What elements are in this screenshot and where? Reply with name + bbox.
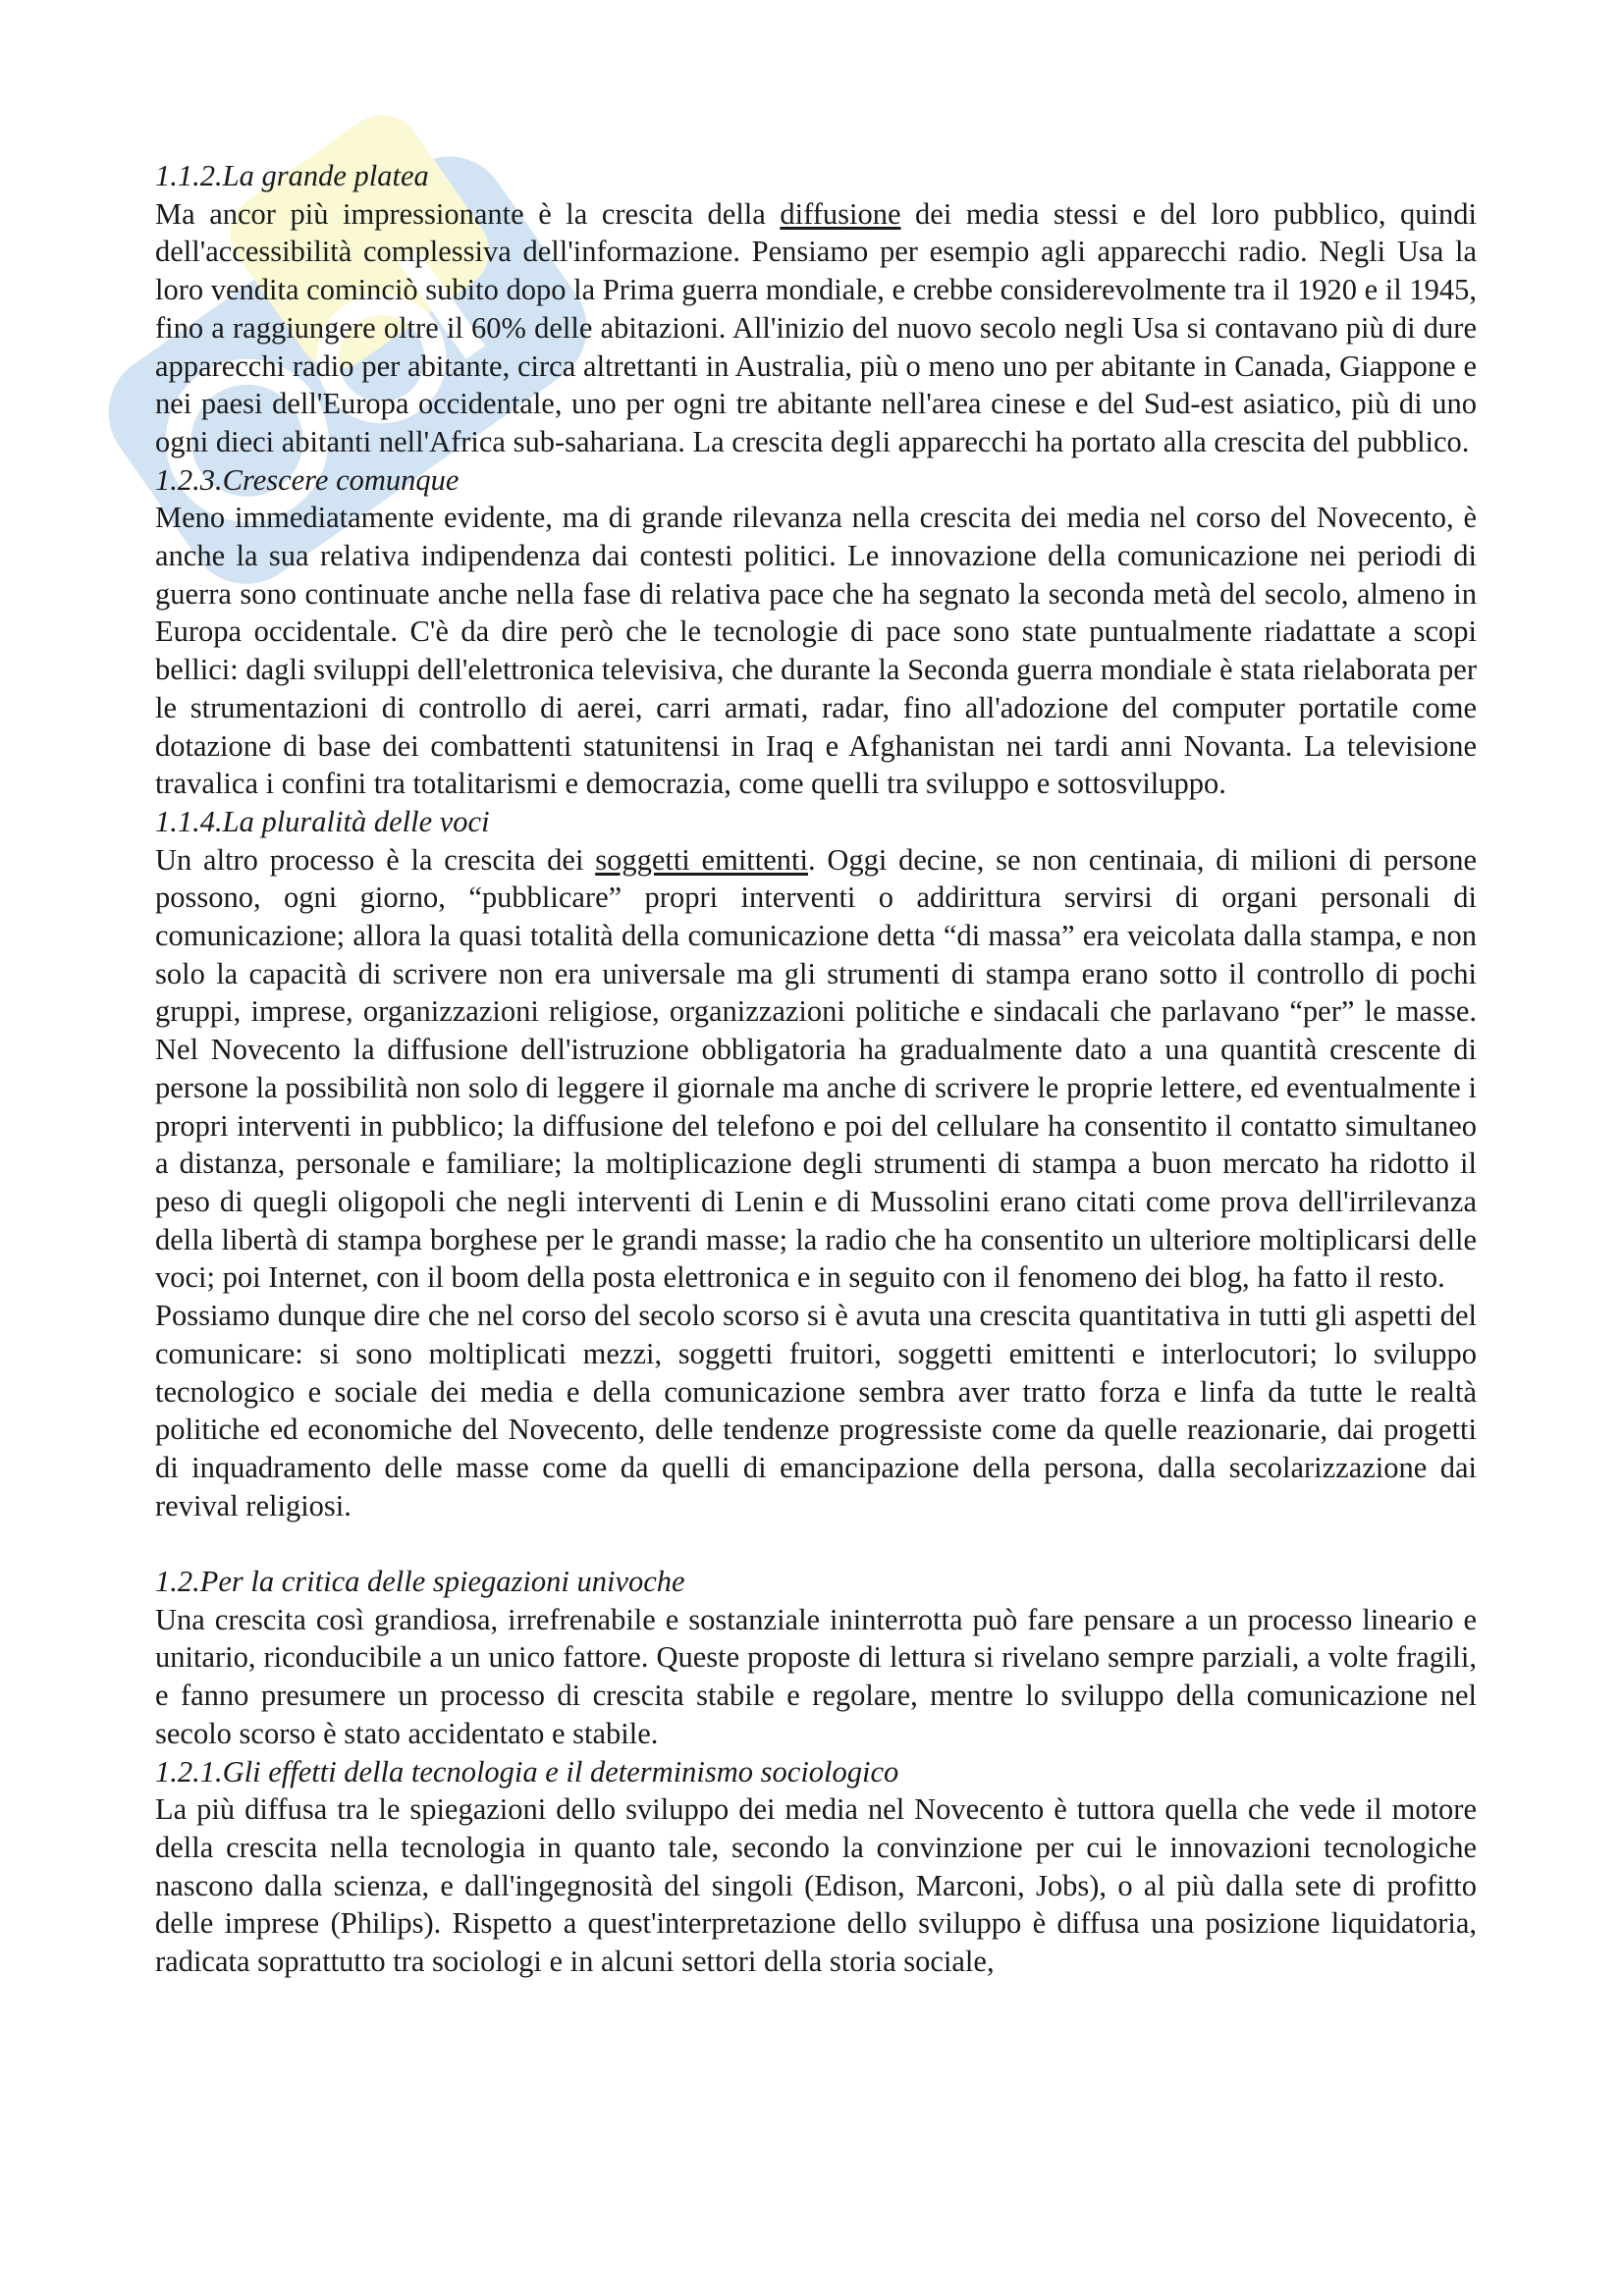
paragraph: Meno immediatamente evidente, ma di grande rilevanza nella crescita dei media nel corso del Novecento, è anche la sua relativa indipendenza dai contesti politici. Le innovazione della comunicazione nei periodi di guerra sono continuate anche nella fase di relativa pace che ha segnato la seconda metà del secolo, almeno in Europa occidentale. C'è da dire però che le tecnologie di pace sono state puntualmente riadattate a scopi bellici: dagli sviluppi dell'elettronica televisiva, che durante la Seconda guerra mondiale è stata rielaborata per le strumentazioni di controllo di aerei, carri armati, radar, fino all'adozione del computer portatile come dotazione di base dei combattenti statunitensi in Iraq e Afghanistan nei tardi anni Novanta. La televisione travalica i confini tra totalitarismi e democrazia, come quelli tra sviluppo e sottosviluppo. bbox=[155, 501, 1477, 801]
paragraph: Una crescita così grandiosa, irrefrenabile e sostanziale ininterrotta può fare pensare a un processo lineario e unitario, riconducibile a un unico fattore. Queste proposte di lettura si rivelano sempre parziali, a volte fragili, e fanno presumere un processo di crescita stabile e regolare, mentre lo sviluppo della comunicazione nel secolo scorso è stato accidentato e stabile. bbox=[155, 1602, 1477, 1750]
paragraph: La più diffusa tra le spiegazioni dello sviluppo dei media nel Novecento è tuttora quella che vede il motore della crescita nella tecnologia in quanto tale, secondo la convinzione per cui le innovazioni tecnologiche nascono dalla scienza, e dall'ingegnosità del singoli (Edison, Marconi, Jobs), o al più dalla sete di profitto delle imprese (Philips). Rispetto a quest'interpretazione dello sviluppo è diffusa una posizione liquidatoria, radicata soprattutto tra sociologi e in alcuni settori della storia sociale, bbox=[155, 1792, 1477, 1979]
section-heading: 1.1.2.La grande platea bbox=[155, 159, 429, 192]
document-body bbox=[155, 157, 1477, 1981]
section-heading: 1.1.4.La pluralità delle voci bbox=[155, 804, 490, 838]
paragraph: Ma ancor più impressionante è la crescita della diffusione dei media stessi e del loro pubblico, quindi dell'accessibilità complessiva dell'informazione. Pensiamo per esempio agli apparecchi radio. Negli Usa la loro vendita cominciò subito dopo la Prima guerra mondiale, e crebbe considerevolmente tra il 1920 e il 1945, fino a raggiungere oltre il 60% delle abitazioni. All'inizio del nuovo secolo negli Usa si contavano più di dure apparecchi radio per abitante, circa altrettanti in Australia, più o meno uno per abitante in Canada, Giappone e nei paesi dell'Europa occidentale, uno per ogni tre abitante nell'area cinese e del Sud-est asiatico, più di uno ogni dieci abitanti nell'Africa sub-sahariana. La crescita degli apparecchi ha portato alla crescita del pubblico. bbox=[155, 196, 1477, 458]
underlined-term: soggetti emittenti bbox=[595, 842, 808, 877]
paragraph-gap bbox=[155, 1524, 1477, 1563]
paragraph: Un altro processo è la crescita dei soggetti emittenti. Oggi decine, se non centinaia, di milioni di persone possono, ogni giorno, “pubblicare” propri interventi o addirittura servirsi di organi personali di comunicazione; allora la quasi totalità della comunicazione detta “di massa” era veicolata dalla stampa, e non solo la capacità di scrivere non era universale ma gli strumenti di stampa erano sotto il controllo di pochi gruppi, imprese, organizzazioni religiose, organizzazioni politiche e sindacali che parlavano “per” le masse. Nel Novecento la diffusione dell'istruzione obbligatoria ha gradualmente dato a una quantità crescente di persone la possibilità non solo di leggere il giornale ma anche di scrivere le proprie lettere, ed eventualmente i propri interventi in pubblico; la diffusione del telefono e poi del cellulare ha consentito il contatto simultaneo a distanza, personale e familiare; la moltiplicazione degli strumenti di stampa a buon mercato ha ridotto il peso di quegli oligopoli che negli interventi di Lenin e di Mussolini erano citati come prova dell'irrilevanza della libertà di stampa borghese per le grandi masse; la radio che ha consentito un ulteriore moltiplicarsi delle voci; poi Internet, con il boom della posta elettronica e in seguito con il fenomeno dei blog, ha fatto il resto. bbox=[155, 842, 1477, 1295]
section-heading: 1.2.Per la critica delle spiegazioni univoche bbox=[155, 1565, 685, 1598]
underlined-term: diffusione bbox=[780, 196, 901, 231]
section-heading: 1.2.1.Gli effetti della tecnologia e il determinismo sociologico bbox=[155, 1754, 899, 1789]
section-heading: 1.2.3.Crescere comunque bbox=[155, 462, 460, 497]
paragraph: Possiamo dunque dire che nel corso del secolo scorso si è avuta una crescita quantitativa in tutti gli aspetti del comunicare: si sono moltiplicati mezzi, soggetti fruitori, soggetti emittenti e interlocutori; lo sviluppo tecnologico e sociale dei media e della comunicazione sembra aver tratto forza e linfa da tutte le realtà politiche ed economiche del Novecento, delle tendenze progressiste come da quelle reazionarie, dai progetti di inquadramento delle masse come da quelli di emancipazione della persona, dalla secolarizzazione dai revival religiosi. bbox=[155, 1299, 1477, 1522]
